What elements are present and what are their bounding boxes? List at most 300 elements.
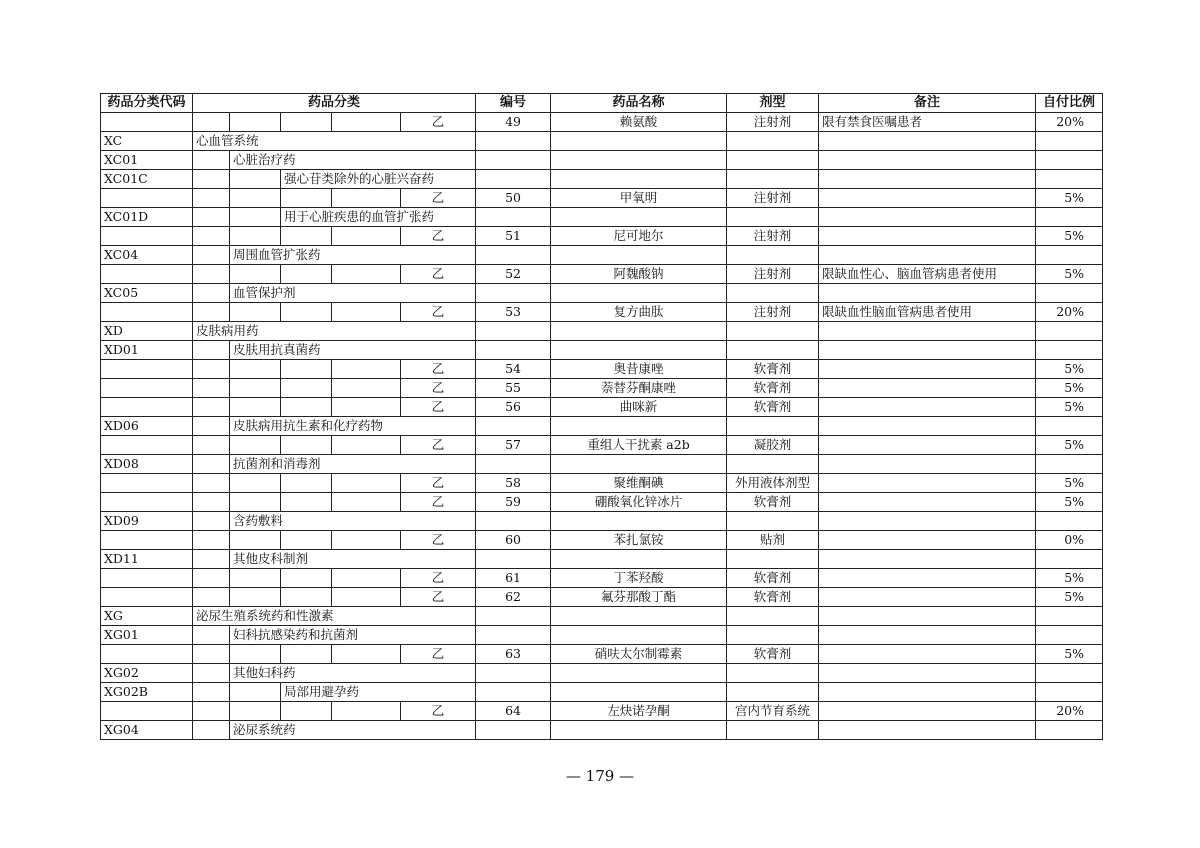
drug-grade: 乙: [401, 265, 476, 284]
drug-form: 软膏剂: [727, 645, 819, 664]
empty-cell: [476, 626, 551, 645]
drug-name: 苯扎氯铵: [551, 531, 727, 550]
drug-row: [101, 493, 1103, 512]
empty-cell: [1036, 246, 1103, 265]
empty-cell: [727, 170, 819, 189]
drug-number: 58: [476, 474, 551, 493]
empty-cell: [819, 151, 1036, 170]
empty-cell: [193, 208, 230, 227]
drug-number: 53: [476, 303, 551, 322]
empty-cell: [332, 569, 401, 588]
drug-remark: [819, 360, 1036, 379]
drug-number: 61: [476, 569, 551, 588]
drug-form: 注射剂: [727, 303, 819, 322]
empty-cell: [727, 246, 819, 265]
empty-cell: [101, 569, 193, 588]
category-row: [101, 417, 1103, 436]
drug-number: 56: [476, 398, 551, 417]
drug-name: 硼酸氧化锌冰片: [551, 493, 727, 512]
drug-name: 聚维酮碘: [551, 474, 727, 493]
drug-ratio: 5%: [1036, 360, 1103, 379]
empty-cell: [230, 588, 281, 607]
drug-number: 62: [476, 588, 551, 607]
empty-cell: [281, 436, 332, 455]
drug-ratio: 5%: [1036, 189, 1103, 208]
drug-row: [101, 303, 1103, 322]
empty-cell: [193, 379, 230, 398]
drug-form: 注射剂: [727, 113, 819, 132]
drug-form: 凝胶剂: [727, 436, 819, 455]
drug-number: 54: [476, 360, 551, 379]
drug-ratio: 5%: [1036, 436, 1103, 455]
category-code: XG: [101, 607, 193, 626]
drug-number: 49: [476, 113, 551, 132]
empty-cell: [230, 189, 281, 208]
empty-cell: [193, 550, 230, 569]
empty-cell: [332, 360, 401, 379]
drug-name: 尼可地尔: [551, 227, 727, 246]
empty-cell: [230, 170, 281, 189]
empty-cell: [193, 664, 230, 683]
empty-cell: [230, 493, 281, 512]
drug-remark: [819, 702, 1036, 721]
page-number: — 179 —: [565, 767, 635, 785]
empty-cell: [193, 227, 230, 246]
category-label: 血管保护剂: [230, 284, 476, 303]
drug-number: 51: [476, 227, 551, 246]
drug-name: 氟芬那酸丁酯: [551, 588, 727, 607]
drug-remark: [819, 474, 1036, 493]
drug-ratio: 5%: [1036, 227, 1103, 246]
drug-remark: [819, 227, 1036, 246]
drug-form: 软膏剂: [727, 493, 819, 512]
empty-cell: [230, 227, 281, 246]
drug-name: 曲咪新: [551, 398, 727, 417]
category-row: [101, 151, 1103, 170]
empty-cell: [281, 113, 332, 132]
empty-cell: [281, 702, 332, 721]
empty-cell: [230, 474, 281, 493]
category-code: XG02: [101, 664, 193, 683]
drug-grade: 乙: [401, 113, 476, 132]
empty-cell: [819, 512, 1036, 531]
empty-cell: [727, 626, 819, 645]
drug-name: 复方曲肽: [551, 303, 727, 322]
empty-cell: [193, 170, 230, 189]
empty-cell: [281, 588, 332, 607]
empty-cell: [819, 170, 1036, 189]
empty-cell: [1036, 455, 1103, 474]
empty-cell: [101, 265, 193, 284]
empty-cell: [551, 550, 727, 569]
category-row: [101, 246, 1103, 265]
drug-remark: [819, 569, 1036, 588]
category-row: [101, 132, 1103, 151]
empty-cell: [281, 569, 332, 588]
drug-grade: 乙: [401, 493, 476, 512]
empty-cell: [332, 189, 401, 208]
empty-cell: [551, 132, 727, 151]
empty-cell: [332, 645, 401, 664]
empty-cell: [1036, 417, 1103, 436]
drug-remark: [819, 493, 1036, 512]
drug-number: 55: [476, 379, 551, 398]
empty-cell: [1036, 550, 1103, 569]
empty-cell: [476, 607, 551, 626]
empty-cell: [551, 455, 727, 474]
drug-form: 软膏剂: [727, 569, 819, 588]
empty-cell: [551, 284, 727, 303]
empty-cell: [193, 436, 230, 455]
empty-cell: [193, 341, 230, 360]
empty-cell: [476, 550, 551, 569]
empty-cell: [281, 379, 332, 398]
category-label: 局部用避孕药: [281, 683, 476, 702]
empty-cell: [230, 436, 281, 455]
empty-cell: [476, 455, 551, 474]
empty-cell: [727, 550, 819, 569]
category-label: 含药敷料: [230, 512, 476, 531]
drug-row: [101, 588, 1103, 607]
empty-cell: [727, 721, 819, 740]
category-code: XD08: [101, 455, 193, 474]
header-category: 药品分类: [193, 94, 476, 113]
drug-ratio: 5%: [1036, 588, 1103, 607]
empty-cell: [101, 360, 193, 379]
empty-cell: [193, 455, 230, 474]
empty-cell: [819, 550, 1036, 569]
drug-grade: 乙: [401, 360, 476, 379]
category-code: XG02B: [101, 683, 193, 702]
empty-cell: [101, 588, 193, 607]
empty-cell: [551, 341, 727, 360]
empty-cell: [230, 360, 281, 379]
empty-cell: [476, 208, 551, 227]
drug-ratio: 5%: [1036, 398, 1103, 417]
empty-cell: [727, 284, 819, 303]
empty-cell: [332, 588, 401, 607]
drug-ratio: 5%: [1036, 265, 1103, 284]
empty-cell: [193, 303, 230, 322]
drug-remark: [819, 189, 1036, 208]
empty-cell: [230, 208, 281, 227]
category-label: 泌尿系统药: [230, 721, 476, 740]
empty-cell: [551, 170, 727, 189]
empty-cell: [193, 246, 230, 265]
empty-cell: [476, 512, 551, 531]
header-ratio: 自付比例: [1036, 94, 1103, 113]
empty-cell: [193, 493, 230, 512]
empty-cell: [1036, 512, 1103, 531]
drug-form: 注射剂: [727, 227, 819, 246]
empty-cell: [551, 246, 727, 265]
drug-grade: 乙: [401, 474, 476, 493]
empty-cell: [551, 664, 727, 683]
empty-cell: [727, 322, 819, 341]
empty-cell: [819, 664, 1036, 683]
empty-cell: [193, 284, 230, 303]
drug-name: 赖氨酸: [551, 113, 727, 132]
drug-row: [101, 474, 1103, 493]
empty-cell: [281, 645, 332, 664]
drug-row: [101, 398, 1103, 417]
empty-cell: [819, 132, 1036, 151]
empty-cell: [551, 512, 727, 531]
empty-cell: [551, 626, 727, 645]
empty-cell: [727, 132, 819, 151]
empty-cell: [193, 474, 230, 493]
empty-cell: [230, 303, 281, 322]
table-body: [101, 113, 1103, 740]
empty-cell: [332, 265, 401, 284]
empty-cell: [332, 398, 401, 417]
category-code: XC: [101, 132, 193, 151]
drug-row: [101, 265, 1103, 284]
drug-grade: 乙: [401, 702, 476, 721]
category-row: [101, 607, 1103, 626]
empty-cell: [727, 664, 819, 683]
empty-cell: [101, 227, 193, 246]
empty-cell: [193, 512, 230, 531]
empty-cell: [101, 531, 193, 550]
empty-cell: [193, 702, 230, 721]
category-code: XC01: [101, 151, 193, 170]
drug-row: [101, 227, 1103, 246]
category-label: 皮肤用抗真菌药: [230, 341, 476, 360]
drug-grade: 乙: [401, 379, 476, 398]
empty-cell: [476, 132, 551, 151]
drug-remark: 限有禁食医嘱患者: [819, 113, 1036, 132]
drug-row: [101, 360, 1103, 379]
drug-number: 52: [476, 265, 551, 284]
empty-cell: [332, 702, 401, 721]
category-code: XG04: [101, 721, 193, 740]
empty-cell: [230, 531, 281, 550]
empty-cell: [819, 322, 1036, 341]
empty-cell: [281, 303, 332, 322]
drug-name: 萘替芬酮康唑: [551, 379, 727, 398]
empty-cell: [1036, 151, 1103, 170]
empty-cell: [476, 683, 551, 702]
category-label: 皮肤病用药: [193, 322, 476, 341]
empty-cell: [193, 151, 230, 170]
category-code: XC04: [101, 246, 193, 265]
empty-cell: [332, 303, 401, 322]
empty-cell: [727, 208, 819, 227]
drug-row: [101, 189, 1103, 208]
category-row: [101, 284, 1103, 303]
drug-ratio: 5%: [1036, 493, 1103, 512]
drug-grade: 乙: [401, 189, 476, 208]
category-label: 心血管系统: [193, 132, 476, 151]
drug-name: 硝呋太尔制霉素: [551, 645, 727, 664]
empty-cell: [1036, 721, 1103, 740]
empty-cell: [727, 151, 819, 170]
category-code: XD09: [101, 512, 193, 531]
empty-cell: [281, 398, 332, 417]
empty-cell: [819, 208, 1036, 227]
empty-cell: [1036, 341, 1103, 360]
category-label: 皮肤病用抗生素和化疗药物: [230, 417, 476, 436]
empty-cell: [332, 227, 401, 246]
empty-cell: [332, 379, 401, 398]
drug-grade: 乙: [401, 227, 476, 246]
empty-cell: [101, 189, 193, 208]
empty-cell: [551, 417, 727, 436]
drug-number: 60: [476, 531, 551, 550]
empty-cell: [332, 531, 401, 550]
category-code: XD06: [101, 417, 193, 436]
empty-cell: [193, 398, 230, 417]
drug-row: [101, 436, 1103, 455]
category-code: XG01: [101, 626, 193, 645]
empty-cell: [101, 379, 193, 398]
empty-cell: [819, 341, 1036, 360]
empty-cell: [332, 474, 401, 493]
drug-row: [101, 379, 1103, 398]
drug-name: 奥昔康唑: [551, 360, 727, 379]
empty-cell: [819, 246, 1036, 265]
empty-cell: [230, 379, 281, 398]
drug-number: 57: [476, 436, 551, 455]
empty-cell: [551, 208, 727, 227]
drug-name: 丁苯羟酸: [551, 569, 727, 588]
empty-cell: [1036, 284, 1103, 303]
category-label: 泌尿生殖系统药和性激素: [193, 607, 476, 626]
empty-cell: [476, 417, 551, 436]
category-code: XD11: [101, 550, 193, 569]
empty-cell: [551, 607, 727, 626]
empty-cell: [193, 721, 230, 740]
drug-form: 贴剂: [727, 531, 819, 550]
drug-remark: [819, 645, 1036, 664]
header-form: 剂型: [727, 94, 819, 113]
empty-cell: [1036, 322, 1103, 341]
header-name: 药品名称: [551, 94, 727, 113]
category-row: [101, 208, 1103, 227]
empty-cell: [332, 436, 401, 455]
drug-name: 阿魏酸钠: [551, 265, 727, 284]
drug-form: 外用液体剂型: [727, 474, 819, 493]
header-number: 编号: [476, 94, 551, 113]
empty-cell: [230, 265, 281, 284]
empty-cell: [819, 455, 1036, 474]
empty-cell: [819, 721, 1036, 740]
drug-form: 软膏剂: [727, 588, 819, 607]
drug-form: 软膏剂: [727, 360, 819, 379]
empty-cell: [1036, 664, 1103, 683]
empty-cell: [819, 607, 1036, 626]
empty-cell: [193, 683, 230, 702]
empty-cell: [476, 322, 551, 341]
drug-row: [101, 645, 1103, 664]
drug-remark: [819, 531, 1036, 550]
drug-number: 59: [476, 493, 551, 512]
empty-cell: [332, 113, 401, 132]
category-label: 妇科抗感染药和抗菌剂: [230, 626, 476, 645]
empty-cell: [1036, 607, 1103, 626]
empty-cell: [281, 227, 332, 246]
empty-cell: [281, 493, 332, 512]
empty-cell: [193, 588, 230, 607]
empty-cell: [230, 683, 281, 702]
empty-cell: [819, 417, 1036, 436]
drug-ratio: 5%: [1036, 474, 1103, 493]
drug-remark: [819, 398, 1036, 417]
category-label: 心脏治疗药: [230, 151, 476, 170]
category-code: XD01: [101, 341, 193, 360]
drug-row: [101, 569, 1103, 588]
empty-cell: [551, 721, 727, 740]
empty-cell: [819, 284, 1036, 303]
empty-cell: [101, 113, 193, 132]
drug-remark: [819, 436, 1036, 455]
empty-cell: [193, 645, 230, 664]
empty-cell: [727, 512, 819, 531]
drug-ratio: 5%: [1036, 645, 1103, 664]
empty-cell: [281, 360, 332, 379]
drug-form: 注射剂: [727, 189, 819, 208]
empty-cell: [101, 398, 193, 417]
empty-cell: [727, 341, 819, 360]
empty-cell: [230, 113, 281, 132]
empty-cell: [193, 569, 230, 588]
empty-cell: [193, 360, 230, 379]
empty-cell: [476, 341, 551, 360]
empty-cell: [819, 626, 1036, 645]
category-label: 其他妇科药: [230, 664, 476, 683]
empty-cell: [101, 702, 193, 721]
drug-name: 甲氧明: [551, 189, 727, 208]
drug-grade: 乙: [401, 398, 476, 417]
drug-ratio: 5%: [1036, 569, 1103, 588]
drug-grade: 乙: [401, 569, 476, 588]
drug-number: 63: [476, 645, 551, 664]
drug-grade: 乙: [401, 588, 476, 607]
empty-cell: [727, 683, 819, 702]
drug-number: 50: [476, 189, 551, 208]
drug-name: 重组人干扰素 a2b: [551, 436, 727, 455]
category-row: [101, 664, 1103, 683]
category-code: XC05: [101, 284, 193, 303]
category-row: [101, 683, 1103, 702]
drug-name: 左炔诺孕酮: [551, 702, 727, 721]
empty-cell: [101, 645, 193, 664]
drug-form: 软膏剂: [727, 379, 819, 398]
empty-cell: [476, 170, 551, 189]
category-row: [101, 341, 1103, 360]
empty-cell: [230, 569, 281, 588]
drug-form: 宫内节育系统: [727, 702, 819, 721]
empty-cell: [281, 265, 332, 284]
drug-remark: 限缺血性心、脑血管病患者使用: [819, 265, 1036, 284]
empty-cell: [101, 436, 193, 455]
category-row: [101, 721, 1103, 740]
table-header-row: [101, 94, 1103, 113]
drug-grade: 乙: [401, 436, 476, 455]
drug-remark: [819, 588, 1036, 607]
empty-cell: [551, 683, 727, 702]
empty-cell: [1036, 626, 1103, 645]
empty-cell: [193, 113, 230, 132]
empty-cell: [230, 645, 281, 664]
drug-ratio: 20%: [1036, 303, 1103, 322]
empty-cell: [230, 702, 281, 721]
empty-cell: [727, 417, 819, 436]
category-label: 强心苷类除外的心脏兴奋药: [281, 170, 476, 189]
empty-cell: [332, 493, 401, 512]
category-row: [101, 512, 1103, 531]
